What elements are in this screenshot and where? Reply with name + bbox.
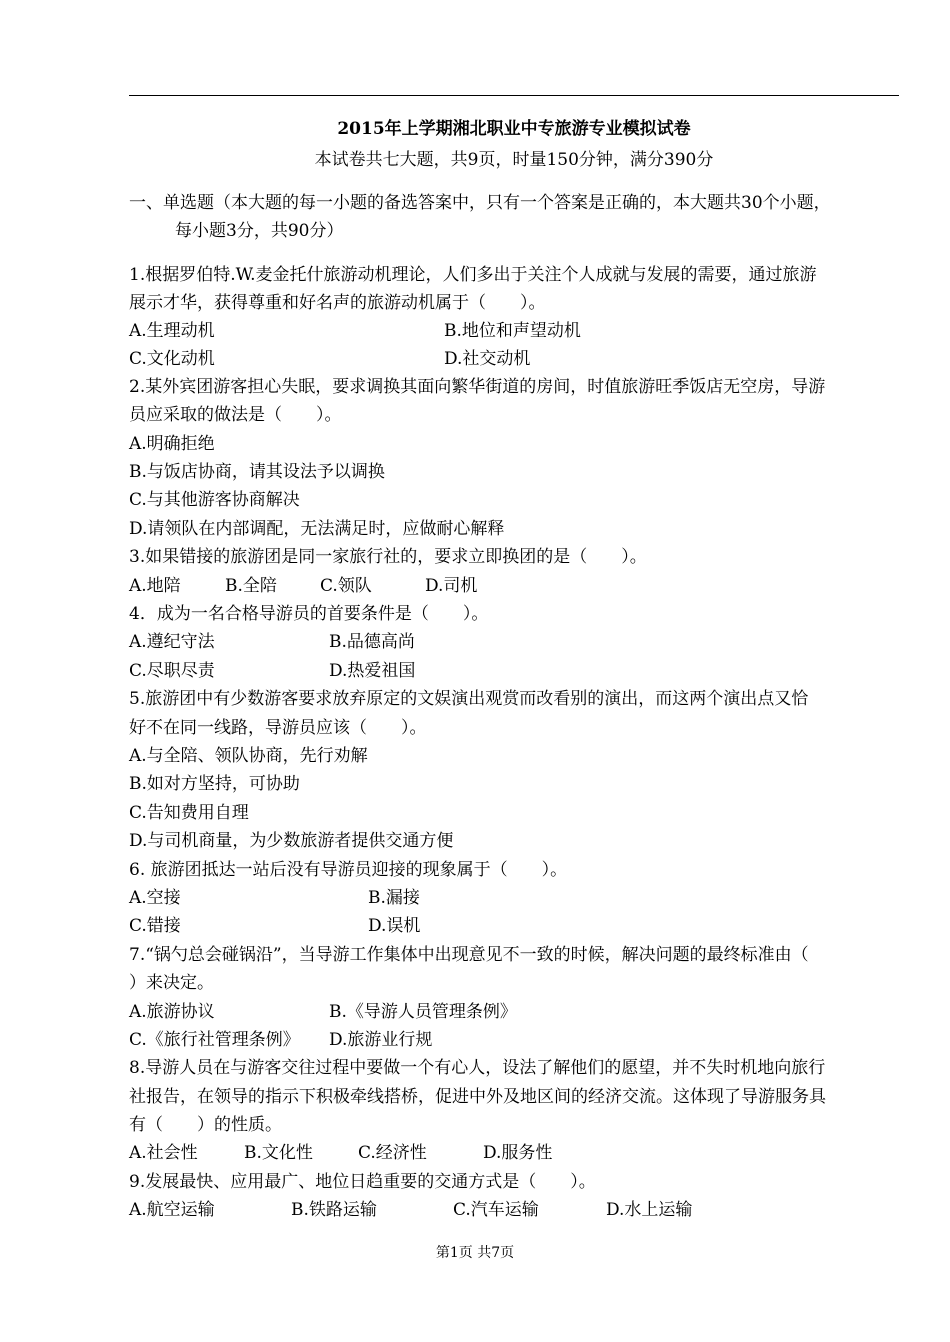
option-b: B.漏接 (368, 888, 420, 908)
option-b: B.地位和声望动机 (444, 321, 581, 341)
option-d: D.服务性 (483, 1143, 553, 1163)
question-8-stem: 8.导游人员在与游客交往过程中要做一个有心人，设法了解他们的愿望，并不失时机地向旅行 (129, 1058, 826, 1078)
option-c: C.领队 (320, 576, 372, 596)
option-b: B.《导游人员管理条例》 (329, 1002, 517, 1022)
option-c: C.《旅行社管理条例》 (129, 1030, 300, 1050)
question-6-stem: 6. 旅游团抵达一站后没有导游员迎接的现象属于（ ）。 (129, 860, 568, 880)
option-d: D.热爱祖国 (329, 661, 416, 681)
question-5-stem: 5.旅游团中有少数游客要求放弃原定的文娱演出观赏而改看别的演出，而这两个演出点又恰 (129, 689, 809, 709)
section-heading: 一、单选题（本大题的每一小题的备选答案中，只有一个答案是正确的，本大题共30个小题， (129, 193, 831, 213)
option-a: A.明确拒绝 (129, 434, 215, 454)
option-a: A.与全陪、领队协商，先行劝解 (129, 746, 368, 766)
question-7-stem: 7.“锅勺总会碰锅沿”，当导游工作集体中出现意见不一致的时候，解决问题的最终标准由（ (129, 945, 809, 965)
option-c: C.与其他游客协商解决 (129, 490, 300, 510)
option-b: B.全陪 (225, 576, 277, 596)
option-c: C.文化动机 (129, 349, 215, 369)
option-c: C.汽车运输 (453, 1200, 539, 1220)
option-b: B.文化性 (244, 1143, 313, 1163)
question-1-stem-cont: 展示才华，获得尊重和好名声的旅游动机属于（ ）。 (129, 293, 546, 313)
option-d: D.与司机商量，为少数旅游者提供交通方便 (129, 831, 454, 851)
header-rule (129, 95, 899, 96)
option-c: C.经济性 (358, 1143, 427, 1163)
option-a: A.航空运输 (129, 1200, 215, 1220)
exam-subtitle: 本试卷共七大题，共9页，时量150分钟，满分390分 (314, 150, 714, 170)
exam-title: 2015年上学期湘北职业中专旅游专业模拟试卷 (337, 119, 691, 139)
question-2-stem: 2.某外宾团游客担心失眠，要求调换其面向繁华街道的房间，时值旅游旺季饭店无空房，导游 (129, 377, 826, 397)
option-c: C.告知费用自理 (129, 803, 249, 823)
question-9-stem: 9.发展最快、应用最广、地位日趋重要的交通方式是（ ）。 (129, 1172, 596, 1192)
question-7-stem-cont: ）来决定。 (129, 973, 214, 993)
option-d: D.社交动机 (444, 349, 531, 369)
option-d: D.误机 (368, 916, 421, 936)
question-3-stem: 3.如果错接的旅游团是同一家旅行社的，要求立即换团的是（ ）。 (129, 547, 647, 567)
option-b: B.如对方坚持，可协助 (129, 774, 300, 794)
question-5-stem-cont: 好不在同一线路，导游员应该（ ）。 (129, 718, 427, 738)
option-d: D.水上运输 (606, 1200, 693, 1220)
option-b: B.品德高尚 (329, 632, 415, 652)
page-number: 第1页 共7页 (435, 1245, 515, 1261)
option-a: A.生理动机 (129, 321, 215, 341)
option-a: A.地陪 (129, 576, 181, 596)
question-4-stem: 4．成为一名合格导游员的首要条件是（ ）。 (129, 604, 489, 624)
option-b: B.与饭店协商，请其设法予以调换 (129, 462, 385, 482)
option-d: D.司机 (425, 576, 478, 596)
option-b: B.铁路运输 (291, 1200, 377, 1220)
question-8-stem-cont2: 有（ ）的性质。 (129, 1115, 282, 1135)
section-heading-cont: 每小题3分，共90分） (175, 221, 344, 241)
option-a: A.旅游协议 (129, 1002, 215, 1022)
question-1-stem: 1.根据罗伯特.W.麦金托什旅游动机理论，人们多出于关注个人成就与发展的需要，通过旅游 (129, 265, 817, 285)
option-c: C.错接 (129, 916, 181, 936)
question-8-stem-cont: 社报告，在领导的指示下积极牵线搭桥，促进中外及地区间的经济交流。这体现了导游服务具 (129, 1087, 826, 1107)
option-a: A.社会性 (129, 1143, 198, 1163)
option-d: D.请领队在内部调配，无法满足时，应做耐心解释 (129, 519, 505, 539)
option-a: A.空接 (129, 888, 181, 908)
option-d: D.旅游业行规 (329, 1030, 433, 1050)
option-c: C.尽职尽责 (129, 661, 215, 681)
question-2-stem-cont: 员应采取的做法是（ ）。 (129, 405, 342, 425)
option-a: A.遵纪守法 (129, 632, 215, 652)
